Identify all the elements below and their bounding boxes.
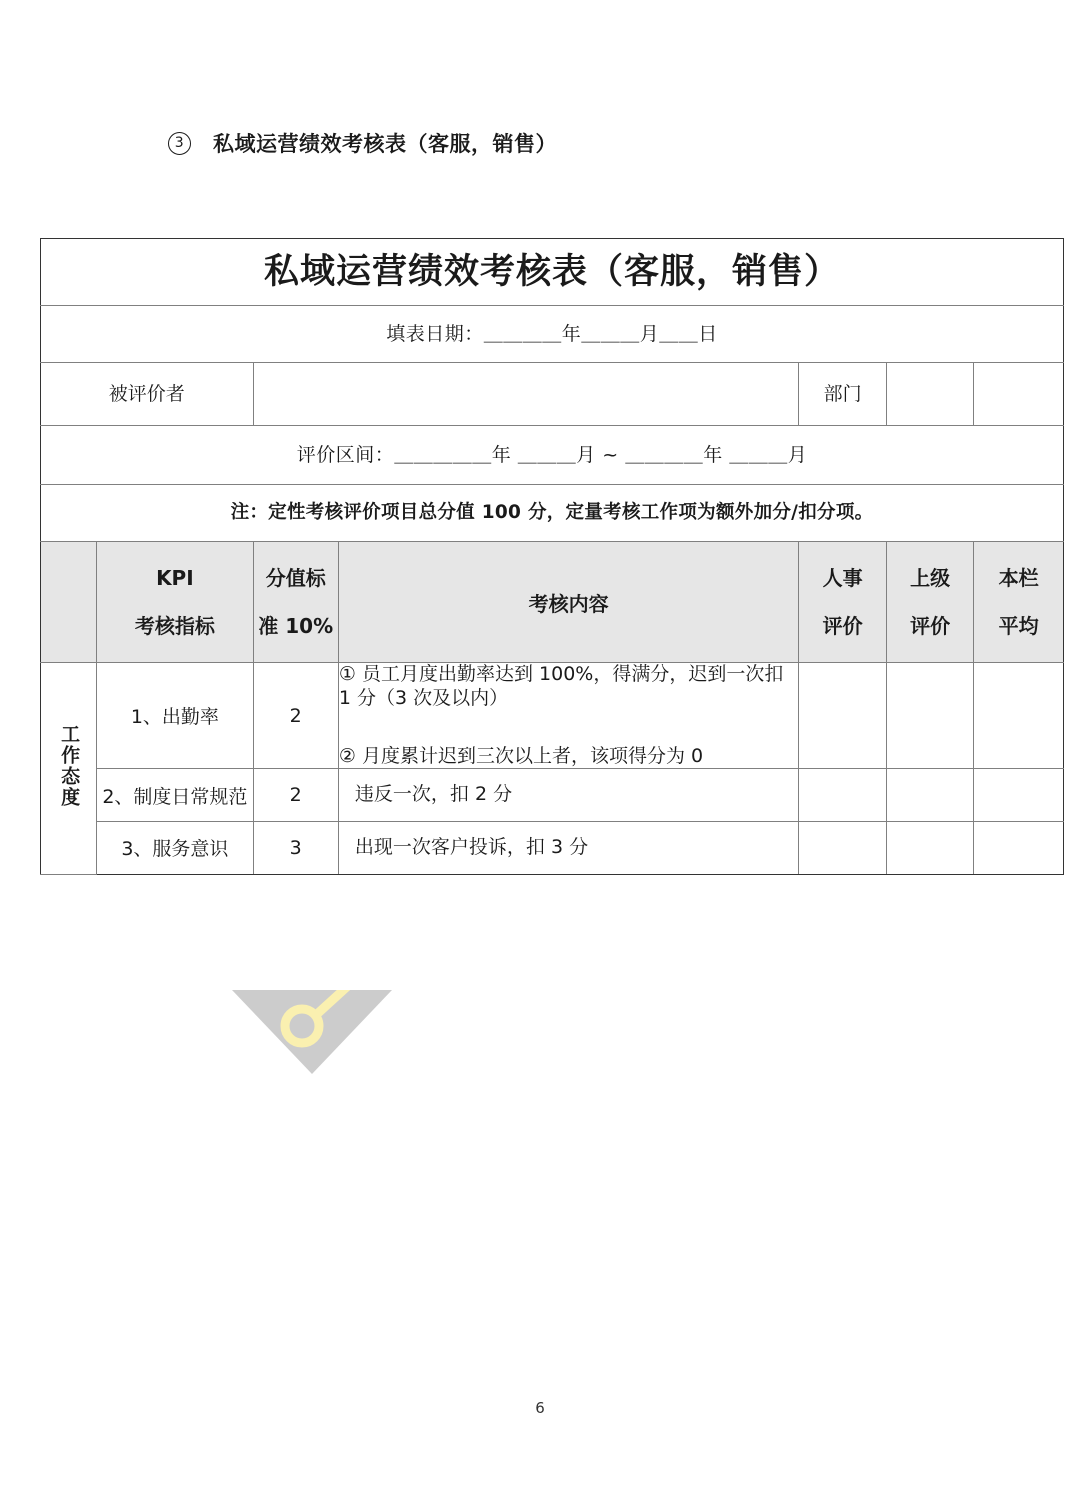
note-row bbox=[41, 485, 1064, 542]
kpi-assessment-table-container bbox=[40, 238, 1064, 875]
kpi-content-line: ② 月度累计迟到三次以上者，该项得分为 0 bbox=[338, 744, 704, 767]
watermark-graphic bbox=[232, 990, 392, 1074]
evaluation-period-row bbox=[41, 426, 1064, 485]
fill-date-row bbox=[41, 306, 1064, 363]
header-hr-evaluation bbox=[799, 542, 887, 663]
kpi-content-line: 出现一次客户投诉，扣 3 分 bbox=[354, 836, 589, 858]
scoring-note: 注：定性考核评价项目总分值 100 分，定量考核工作项为额外加分/扣分项。 bbox=[41, 485, 1064, 542]
kpi-name-cell: 3、服务意识 bbox=[97, 822, 253, 875]
table-header-row bbox=[41, 542, 1064, 663]
table-row bbox=[41, 822, 1064, 875]
header-average-line2: 平均 bbox=[998, 613, 1039, 638]
kpi-content-cell bbox=[338, 822, 798, 875]
kpi-score-cell: 3 bbox=[253, 822, 338, 875]
kpi-name-cell: 2、制度日常规范 bbox=[97, 769, 253, 822]
header-superior-line2: 评价 bbox=[910, 613, 951, 638]
header-kpi-line2: 考核指标 bbox=[134, 613, 215, 638]
header-category-column bbox=[41, 542, 97, 663]
superior-evaluation-input[interactable] bbox=[886, 822, 974, 875]
department-value-input[interactable] bbox=[886, 363, 974, 426]
kpi-score-cell: 2 bbox=[253, 663, 338, 769]
header-kpi-indicator bbox=[97, 542, 253, 663]
circled-number-icon: 3 bbox=[168, 132, 191, 155]
kpi-assessment-table bbox=[40, 238, 1064, 875]
superior-evaluation-input[interactable] bbox=[886, 663, 974, 769]
column-average-input[interactable] bbox=[974, 663, 1064, 769]
header-kpi-line1: KPI bbox=[156, 566, 194, 591]
kpi-content-cell bbox=[338, 663, 798, 769]
header-score-standard bbox=[253, 542, 338, 663]
evaluatee-value-input[interactable] bbox=[253, 363, 799, 426]
header-column-average bbox=[974, 542, 1064, 663]
header-hr-line1: 人事 bbox=[822, 566, 863, 591]
table-title: 私域运营绩效考核表（客服，销售） bbox=[41, 239, 1064, 306]
kpi-score-cell: 2 bbox=[253, 769, 338, 822]
document-heading-text: 私域运营绩效考核表（客服，销售） bbox=[213, 132, 557, 156]
header-hr-line2: 评价 bbox=[822, 613, 863, 638]
header-score-line2: 准 10% bbox=[258, 613, 334, 638]
kpi-content-line: ① 员工月度出勤率达到 100%，得满分，迟到一次扣 1 分（3 次及以内） bbox=[338, 663, 784, 709]
table-title-row bbox=[41, 239, 1064, 306]
fill-date-field[interactable]: 填表日期：＿＿＿＿年＿＿＿月＿＿日 bbox=[41, 306, 1064, 363]
column-average-input[interactable] bbox=[974, 822, 1064, 875]
header-superior-line1: 上级 bbox=[910, 566, 951, 591]
header-content-label: 考核内容 bbox=[528, 591, 609, 616]
evaluation-period-field[interactable]: 评价区间：＿＿＿＿＿年 ＿＿＿月 ~ ＿＿＿＿年 ＿＿＿月 bbox=[41, 426, 1064, 485]
column-average-input[interactable] bbox=[974, 769, 1064, 822]
page-number: 6 bbox=[535, 1399, 545, 1417]
header-superior-evaluation bbox=[886, 542, 974, 663]
position-section-spacer bbox=[974, 363, 1064, 426]
header-score-line1: 分值标 bbox=[265, 566, 326, 591]
kpi-content-cell bbox=[338, 769, 798, 822]
header-assessment-content bbox=[338, 542, 798, 663]
department-label: 部门 bbox=[799, 363, 887, 426]
evaluatee-label: 被评价者 bbox=[41, 363, 254, 426]
header-average-line1: 本栏 bbox=[998, 566, 1039, 591]
category-work-attitude bbox=[41, 663, 97, 875]
kpi-content-line: 违反一次，扣 2 分 bbox=[354, 783, 513, 806]
evaluatee-info-row bbox=[41, 363, 1064, 426]
hr-evaluation-input[interactable] bbox=[799, 822, 887, 875]
kpi-name-cell: 1、出勤率 bbox=[97, 663, 253, 769]
hr-evaluation-input[interactable] bbox=[799, 769, 887, 822]
table-row bbox=[41, 663, 1064, 769]
table-row bbox=[41, 769, 1064, 822]
document-heading bbox=[168, 128, 557, 158]
category-label-vertical: 工作态度 bbox=[58, 723, 81, 808]
hr-evaluation-input[interactable] bbox=[799, 663, 887, 769]
superior-evaluation-input[interactable] bbox=[886, 769, 974, 822]
